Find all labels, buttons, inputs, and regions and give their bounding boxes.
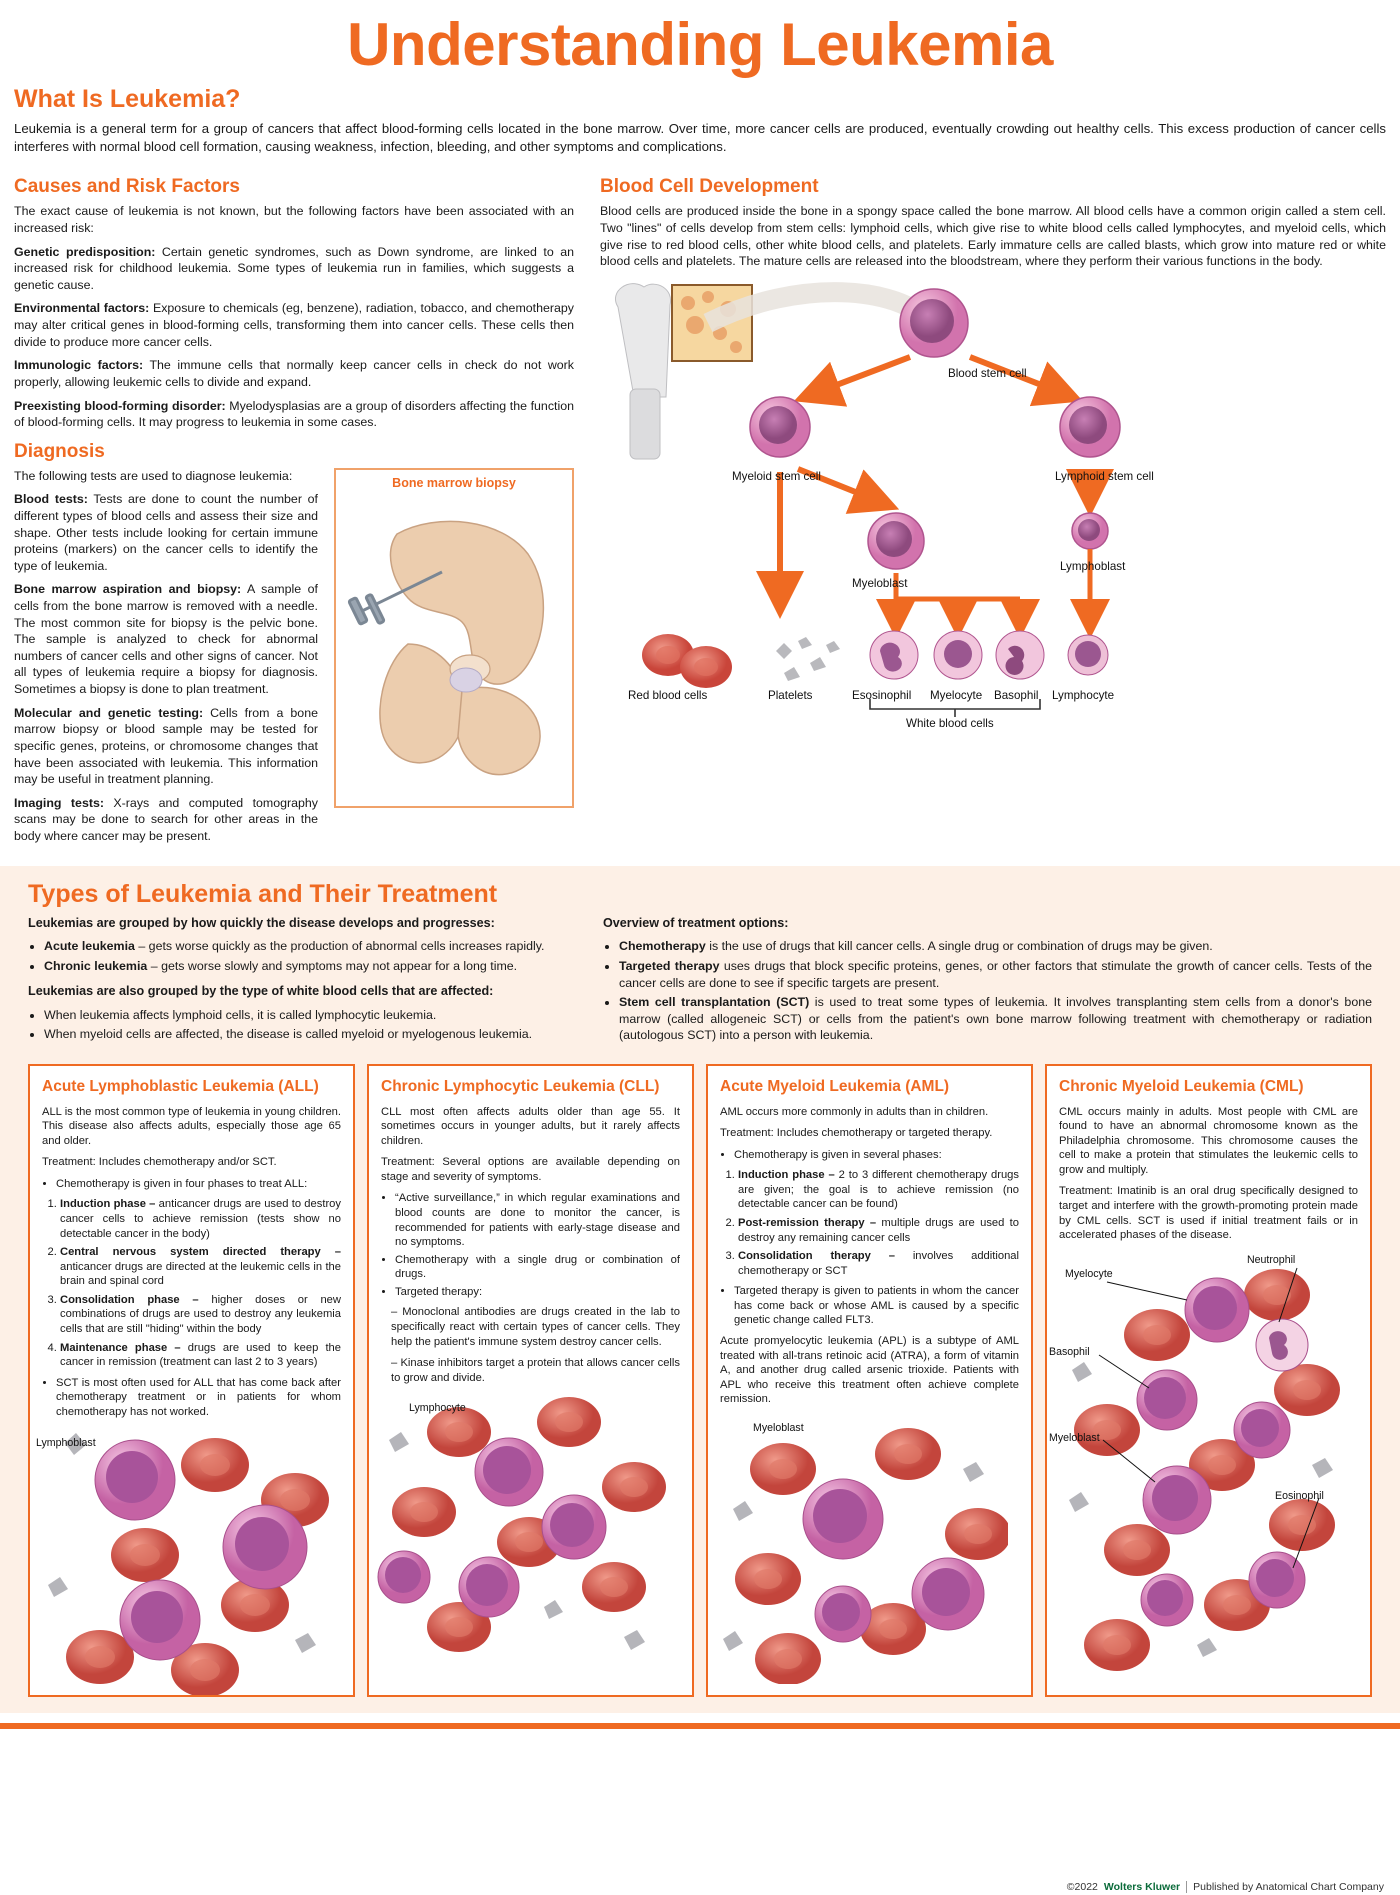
bullet-text: uses drugs that block specific proteins, genes, or other factors that stimulate the growth of cancer cells. Tests of the cancer cells are done to see if specific targets are present. [619, 959, 1373, 990]
list-item [44, 1007, 573, 1024]
card-paragraph: AML occurs more commonly in adults than in children. [720, 1105, 989, 1118]
bone-marrow-biopsy-figure [334, 468, 574, 808]
card-cell-illustration [369, 1392, 692, 1662]
list-item [738, 1249, 1019, 1278]
card-title: Acute Lymphoblastic Leukemia (ALL) [42, 1078, 319, 1096]
list-item: • Chemotherapy is given in several phases: [734, 1148, 1019, 1163]
leukemia-type-cards [28, 1064, 1372, 1697]
label-eosinophil: Eosinophil [1275, 1489, 1324, 1502]
cause-item [14, 398, 574, 431]
types-right-column [603, 915, 1372, 1053]
diagnosis-text-body: Tests are done to count the number of different types of blood cells and assess their size and shape. Other tests include looking for certain immune proteins (markers) on the cancer cells to identify the type of leukemia. [14, 492, 318, 573]
list-item: • Chemotherapy is given in four phases to treat ALL: [56, 1177, 341, 1192]
cause-term: Genetic predisposition: [14, 244, 156, 259]
step-term: Induction phase – [738, 1169, 835, 1182]
heading-diagnosis: Diagnosis [14, 440, 105, 462]
page-title: Understanding Leukemia [347, 11, 1053, 78]
step-text: involves additional chemotherapy or SCT [738, 1250, 1019, 1277]
list-item [60, 1341, 341, 1370]
copyright-text: ©2022 [1066, 1881, 1098, 1893]
diagnosis-intro: The following tests are used to diagnose leukemia: [14, 468, 293, 483]
card-bullet-intro [720, 1148, 1019, 1163]
left-column [14, 166, 574, 851]
diagnosis-text-body: X-rays and computed tomography scans may be done to search for other areas in the body where cancer may be present. [14, 795, 318, 843]
label-platelets: Platelets [768, 688, 813, 702]
section-heading-what-is-leukemia: What Is Leukemia? [14, 85, 241, 113]
types-bullets-speed [28, 938, 573, 974]
list-item: • Chemotherapy with a single drug or combination of drugs. [395, 1253, 680, 1282]
cause-text: Certain genetic syndromes, such as Down syndrome, are linked to an increased risk for childhood leukemia. Some types of leukemia run in families, which suggests a genetic cause. [14, 244, 574, 292]
card-closing-bullets [42, 1376, 341, 1420]
list-item [619, 994, 1372, 1044]
card-title: Acute Myeloid Leukemia (AML) [720, 1078, 950, 1096]
types-lead-2: Leukemias are also grouped by the type of white blood cells that are affected: [28, 983, 494, 998]
label-basophil: Basophil [994, 688, 1039, 702]
list-item [738, 1216, 1019, 1245]
cause-text: The immune cells that normally keep cancer cells in check do not work properly, allowing leukemic cells to divide and expand. [14, 358, 574, 389]
diagnosis-item [14, 705, 318, 788]
poster-page [0, 10, 1400, 1895]
card-cell-illustration [708, 1414, 1031, 1684]
treatment-options-list [603, 938, 1372, 1044]
card-paragraph: CLL most often affects adults older than age 55. It sometimes occurs in younger adults, but it rarely affects children. [381, 1105, 680, 1147]
card-numbered-list [42, 1197, 341, 1369]
bullet-text: is used to treat some types of leukemia. It involves transplanting stem cells from a donor's bone marrow (called allogeneic SCT) or cells from the patient's own bone marrow following treatment with chemotherapy or radiation (autologous SCT) into a person with leukemia. [619, 995, 1372, 1043]
label-lymphoid-stem-cell: Lymphoid stem cell [1055, 469, 1154, 483]
cause-term: Environmental factors: [14, 301, 150, 316]
bullet-term: Chronic leukemia [44, 959, 148, 974]
card-tail-paragraph: Acute promyelocytic leukemia (APL) is a subtype of AML treated with all-trans retinoic acid (ATRA), a form of vitamin A, and another drug called arsenic trioxide. Patients with APL who receive this treatment often achieve complete remission. [720, 1334, 1019, 1406]
bullet-text: is the use of drugs that kill cancer cells. A single drug or combination of drugs may be given. [705, 939, 1213, 954]
card-bullet-intro [42, 1177, 341, 1192]
card-title: Chronic Lymphocytic Leukemia (CLL) [381, 1078, 660, 1096]
biopsy-caption: Bone marrow biopsy [392, 475, 516, 490]
card-chronic-myeloid-leukemia [1045, 1064, 1372, 1697]
list-item [738, 1168, 1019, 1212]
list-item [44, 958, 573, 975]
card-dash-list [381, 1305, 680, 1385]
diagnosis-term: Imaging tests: [14, 795, 104, 810]
bullet-term: Chemotherapy [619, 939, 706, 954]
diagnosis-item [14, 795, 318, 845]
types-lead-1: Leukemias are grouped by how quickly the disease develops and progresses: [28, 915, 495, 930]
label-eosinophil: Esosinophil [852, 688, 912, 702]
step-term: Central nervous system directed therapy – [60, 1246, 341, 1259]
list-item: • Targeted therapy: [395, 1285, 680, 1300]
label-lymphocyte: Lymphocyte [409, 1402, 466, 1415]
cll-cells-svg [369, 1392, 669, 1662]
list-item [60, 1245, 341, 1289]
diagnosis-item [14, 581, 318, 697]
bullet-text: – gets worse quickly as the production of abnormal cells increases rapidly. [134, 939, 545, 954]
card-acute-lymphoblastic-leukemia [28, 1064, 355, 1697]
label-myeloblast: Myeloblast [753, 1421, 804, 1434]
list-item [60, 1293, 341, 1337]
diagnosis-text-body: A sample of cells from the bone marrow is removed with a needle. The most common site for biopsy is the pelvic bone. The sample is analyzed to check for abnormal numbers of cancer cells and other signs of cancer. Not all types of leukemia require a biopsy for diagnosis. Sometimes a biopsy is done to plan treatment. [14, 582, 318, 697]
right-column [600, 166, 1386, 851]
publisher-text: Published by Anatomical Chart Company [1186, 1881, 1384, 1893]
blood-cell-development-body: Blood cells are produced inside the bone in a spongy space called the bone marrow. All blood cells have a common origin called a stem cell. Two "lines" of cells develop from stem cells: lymphoid cells, which give rise to white blood cells called lymphocytes, and myeloid cells, which give rise to red blood cells, other white blood cells, and platelets. Early immature cells are called blasts, which grow into mature red or white blood cells and platelets. The mature cells are released into the bloodstream, where they perform their various functions in the body. [600, 204, 1386, 269]
card-closing-bullets [720, 1284, 1019, 1328]
step-term: Consolidation phase – [60, 1293, 199, 1306]
cause-text: Myelodysplasias are a group of disorders affecting the function of blood-forming cells. It may progress to leukemia in some cases. [14, 398, 574, 430]
label-myeloid-stem-cell: Myeloid stem cell [732, 469, 821, 483]
bullet-term: Targeted therapy [619, 959, 720, 974]
card-acute-myeloid-leukemia [706, 1064, 1033, 1697]
bottom-orange-bar [0, 1723, 1400, 1729]
heading-causes-and-risk-factors: Causes and Risk Factors [14, 176, 240, 198]
wolters-kluwer-brand: Wolters Kluwer [1103, 1881, 1181, 1893]
cause-term: Immunologic factors: [14, 358, 144, 373]
aml-cells-svg [708, 1414, 1008, 1684]
label-myelocyte: Myelocyte [930, 688, 983, 702]
blood-cell-development-diagram [600, 277, 1386, 777]
list-item: • SCT is most often used for ALL that has come back after chemotherapy treatment or in patients for whom chemotherapy has not worked. [56, 1376, 341, 1420]
label-lymphocyte: Lymphocyte [1052, 688, 1115, 702]
treatment-overview-lead: Overview of treatment options: [603, 915, 789, 930]
label-myeloblast: Myeloblast [852, 576, 908, 590]
step-term: Consolidation therapy – [738, 1250, 895, 1263]
card-bullets [381, 1191, 680, 1299]
label-neutrophil: Neutrophil [1247, 1253, 1296, 1266]
heading-blood-cell-development: Blood Cell Development [600, 176, 819, 198]
list-item [60, 1197, 341, 1241]
card-numbered-list [720, 1168, 1019, 1278]
list-item: • “Active surveillance,” in which regular examinations and blood counts are done to monitor the cancer, is recommended for patients with early-stage disease and no symptoms. [395, 1191, 680, 1249]
card-paragraph: Treatment: Includes chemotherapy and/or SCT. [42, 1156, 277, 1169]
label-basophil: Basophil [1049, 1345, 1090, 1358]
all-cells-svg [30, 1425, 330, 1695]
causes-intro: The exact cause of leukemia is not known, but the following factors have been associated with an increased risk: [14, 204, 574, 236]
card-cell-illustration [30, 1425, 353, 1695]
card-paragraph: ALL is the most common type of leukemia in young children. This disease also affects adults, especially those age 65 and older. [42, 1105, 341, 1147]
types-section [0, 866, 1400, 1714]
step-term: Post-remission therapy – [738, 1217, 877, 1230]
card-title: Chronic Myeloid Leukemia (CML) [1059, 1078, 1304, 1096]
cause-item [14, 300, 574, 350]
label-blood-stem-cell: Blood stem cell [948, 366, 1027, 380]
step-text: multiple drugs are used to destroy any remaining cancer cells [738, 1217, 1020, 1244]
diagnosis-item [14, 491, 318, 574]
label-myeloblast: Myeloblast [1049, 1431, 1100, 1444]
label-red-blood-cells: Red blood cells [628, 688, 708, 702]
upper-two-column [14, 166, 1386, 851]
heading-types-of-leukemia: Types of Leukemia and Their Treatment [28, 879, 498, 908]
bullet-text: – gets worse slowly and symptoms may not appear for a long time. [147, 959, 518, 974]
card-chronic-lymphocytic-leukemia [367, 1064, 694, 1697]
card-paragraph: Treatment: Includes chemotherapy or targeted therapy. [720, 1127, 993, 1140]
list-item [44, 1026, 573, 1043]
label-myelocyte: Myelocyte [1065, 1267, 1113, 1280]
bullet-text: When leukemia affects lymphoid cells, it is called lymphocytic leukemia. [44, 1007, 437, 1022]
pelvis-illustration [342, 494, 568, 794]
types-left-column [28, 915, 573, 1053]
cause-term: Preexisting blood-forming disorder: [14, 398, 226, 413]
card-cell-illustration [1047, 1250, 1370, 1680]
list-item [619, 938, 1372, 955]
step-text: anticancer drugs are used to destroy cancer cells to achieve remission (tests show no detectable cancer in the body) [60, 1198, 341, 1240]
cause-item [14, 244, 574, 294]
list-item: – Monoclonal antibodies are drugs created in the lab to specifically react with certain types of cancer cells. They help the patient's immune system destroy cancer cells. [391, 1305, 680, 1349]
cause-item [14, 357, 574, 390]
diagnosis-row [14, 468, 574, 852]
types-intro-columns [28, 915, 1372, 1053]
footer-credit [1067, 1881, 1384, 1893]
label-lymphoblast: Lymphoblast [36, 1437, 96, 1450]
step-term: Maintenance phase – [60, 1341, 181, 1354]
label-white-blood-cells: White blood cells [906, 716, 994, 730]
list-item [44, 938, 573, 955]
list-item: • Targeted therapy is given to patients in whom the cancer has come back or whose AML is caused by a specific genetic change called FLT3. [734, 1284, 1019, 1328]
step-text: drugs are used to keep the cancer in remission (treatment can last 2 to 3 years) [60, 1341, 341, 1369]
types-bullets-celltype [28, 1007, 573, 1043]
list-item [619, 958, 1372, 991]
list-item: – Kinase inhibitors target a protein that allows cancer cells to grow and divide. [391, 1356, 680, 1385]
diagnosis-term: Molecular and genetic testing: [14, 705, 204, 720]
step-term: Induction phase – [60, 1198, 156, 1211]
bullet-text: When myeloid cells are affected, the disease is called myeloid or myelogenous leukemia. [44, 1027, 533, 1042]
card-paragraph: CML occurs mainly in adults. Most people with CML are found to have an abnormal chromosome known as the Philadelphia chromosome. This chromosome causes the cell to make a protein that stimulates the leukemic cells to grow and multiply. [1059, 1105, 1358, 1176]
bullet-term: Acute leukemia [44, 939, 135, 954]
diagnosis-term: Bone marrow aspiration and biopsy: [14, 582, 242, 597]
step-text: anticancer drugs are directed at the leukemic cells in the brain and spinal cord [60, 1260, 341, 1288]
diagnosis-term: Blood tests: [14, 492, 88, 507]
card-paragraph: Treatment: Several options are available depending on stage and severity of symptoms. [381, 1156, 680, 1183]
cml-cells-svg [1047, 1250, 1347, 1680]
label-lymphoblast: Lymphoblast [1060, 559, 1126, 573]
card-paragraph: Treatment: Imatinib is an oral drug specifically designed to target and interfere with the growth-promoting protein made by CML cells. SCT is used if initial treatment fails or in accelerated phases of the disease. [1059, 1185, 1358, 1242]
diagnosis-text-body: Cells from a bone marrow biopsy or blood sample may be tested for specific genes, proteins, or chromosome changes that have been associated with leukemia. This information may be useful in treatment planning. [14, 705, 318, 787]
blood-cell-development-svg [600, 277, 1370, 777]
what-is-leukemia-body: Leukemia is a general term for a group of cancers that affect blood-forming cells located in the bone marrow. Over time, more cancer cells are produced, eventually crowding out healthy cells. This excess production of cancer cells interferes with normal blood cell formation, causing weakness, infection, bleeding, and other symptoms and complications. [14, 121, 1386, 155]
diagnosis-text [14, 468, 318, 852]
step-text: higher doses or new combinations of drugs are used to destroy any leukemia cells that are still "hiding" within the body [60, 1293, 341, 1335]
cause-text: Exposure to chemicals (eg, benzene), radiation, tobacco, and chemotherapy may alter critical genes in blood-forming cells, transforming them into cancer cells. These cells then divide to produce more cancer cells. [14, 301, 574, 349]
bullet-term: Stem cell transplantation (SCT) [619, 995, 810, 1010]
step-text: 2 to 3 different chemotherapy drugs are given; the goal is to achieve remission (no detectable cancer can be found) [738, 1169, 1019, 1211]
